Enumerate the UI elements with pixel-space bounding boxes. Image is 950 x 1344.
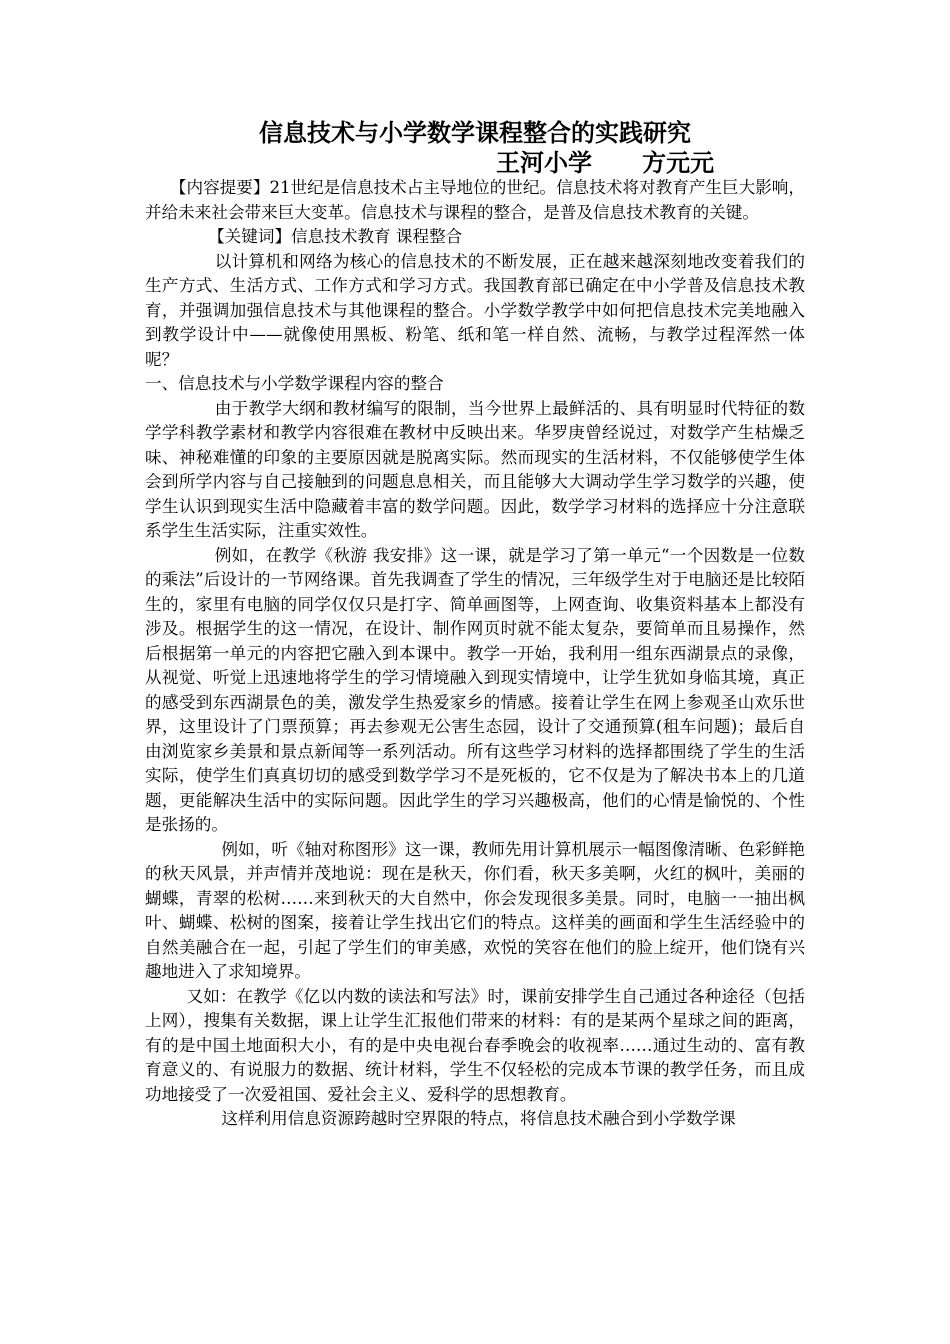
body-paragraph: 又如：在教学《亿以内数的读法和写法》时，课前安排学生自己通过各种途径（包括上网），搜集有关数据，课上让学生汇报他们带来的材料：有的是某两个星球之间的距离，有的是中国土地面积大小，有的是中央电视台春季晚会的收视率……通过生动的、富有教育意义的、有说服力的数据、统计材料，学生不仅轻松的完成本节课的教学任务，而且成功地接受了一次爱祖国、爱社会主义、爱科学的思想教育。 xyxy=(145,986,805,1104)
document-author: 王河小学 方元元 xyxy=(496,148,715,177)
document-body xyxy=(145,176,805,1132)
intro-paragraph: 以计算机和网络为核心的信息技术的不断发展，正在越来越深刻地改变着我们的生产方式、生活方式、工作方式和学习方式。我国教育部已确定在中小学普及信息技术教育，并强调加强信息技术与其他课程的整合。小学数学教学中如何把信息技术完美地融入到教学设计中——就像使用黑板、粉笔、纸和笔一样自然、流畅，与教学过程浑然一体呢？ xyxy=(145,251,805,369)
section-heading: 一、信息技术与小学数学课程内容的整合 xyxy=(145,374,444,393)
document-title: 信息技术与小学数学课程整合的实践研究 xyxy=(259,118,691,147)
abstract-paragraph: 【内容提要】21世纪是信息技术占主导地位的世纪。信息技术将对教育产生巨大影响，并给未来社会带来巨大变革。信息技术与课程的整合，是普及信息技术教育的关键。 xyxy=(145,178,805,222)
body-paragraph: 例如，在教学《秋游 我安排》这一课，就是学习了第一单元“一个因数是一位数的乘法”后设计的一节网络课。首先我调查了学生的情况，三年级学生对于电脑还是比较陌生的，家里有电脑的同学仅仅只是打字、简单画图等，上网查询、收集资料基本上都没有涉及。根据学生的这一情况，在设计、制作网页时就不能太复杂，要简单而且易操作，然后根据第一单元的内容把它融入到本课中。教学一开始，我利用一组东西湖景点的录像，从视觉、听觉上迅速地将学生的学习情境融入到现实情境中，让学生犹如身临其境，真正的感受到东西湖景色的美，激发学生热爱家乡的情感。接着让学生在网上参观圣山欢乐世界，这里设计了门票预算；再去参观无公害生态园，设计了交通预算(租车问题)；最后自由浏览家乡美景和景点新闻等一系列活动。所有这些学习材料的选择都围绕了学生的生活实际，使学生们真真切切的感受到数学学习不是死板的，它不仅是为了解决书本上的几道题，更能解决生活中的实际问题。因此学生的学习兴趣极高，他们的心情是愉悦的、个性是张扬的。 xyxy=(145,545,805,834)
body-paragraph: 由于教学大纲和教材编写的限制，当今世界上最鲜活的、具有明显时代特征的数学学科教学素材和教学内容很难在教材中反映出来。华罗庚曾经说过，对数学产生枯燥乏味、神秘难懂的印象的主要原因就是脱离实际。然而现实的生活材料，不仅能够使学生体会到所学内容与自己接触到的问题息息相关，而且能够大大调动学生学习数学的兴趣，使学生认识到现实生活中隐藏着丰富的数学问题。因此，数学学习材料的选择应十分注意联系学生生活实际，注重实效性。 xyxy=(145,398,805,540)
keywords-paragraph: 【关键词】信息技术教育 课程整合 xyxy=(208,227,463,246)
body-paragraph: 这样利用信息资源跨越时空界限的特点，将信息技术融合到小学数学课 xyxy=(221,1109,736,1128)
body-paragraph: 例如，听《轴对称图形》这一课，教师先用计算机展示一幅图像清晰、色彩鲜艳的秋天风景，并声情并茂地说：现在是秋天，你们看，秋天多美啊，火红的枫叶，美丽的蝴蝶，青翠的松树……来到秋天的大自然中，你会发现很多美景。同时，电脑一一抽出枫叶、蝴蝶、松树的图案，接着让学生找出它们的特点。这样美的画面和学生生活经验中的自然美融合在一起，引起了学生们的审美感，欢悦的笑容在他们的脸上绽开，他们饶有兴趣地进入了求知境界。 xyxy=(145,839,805,981)
